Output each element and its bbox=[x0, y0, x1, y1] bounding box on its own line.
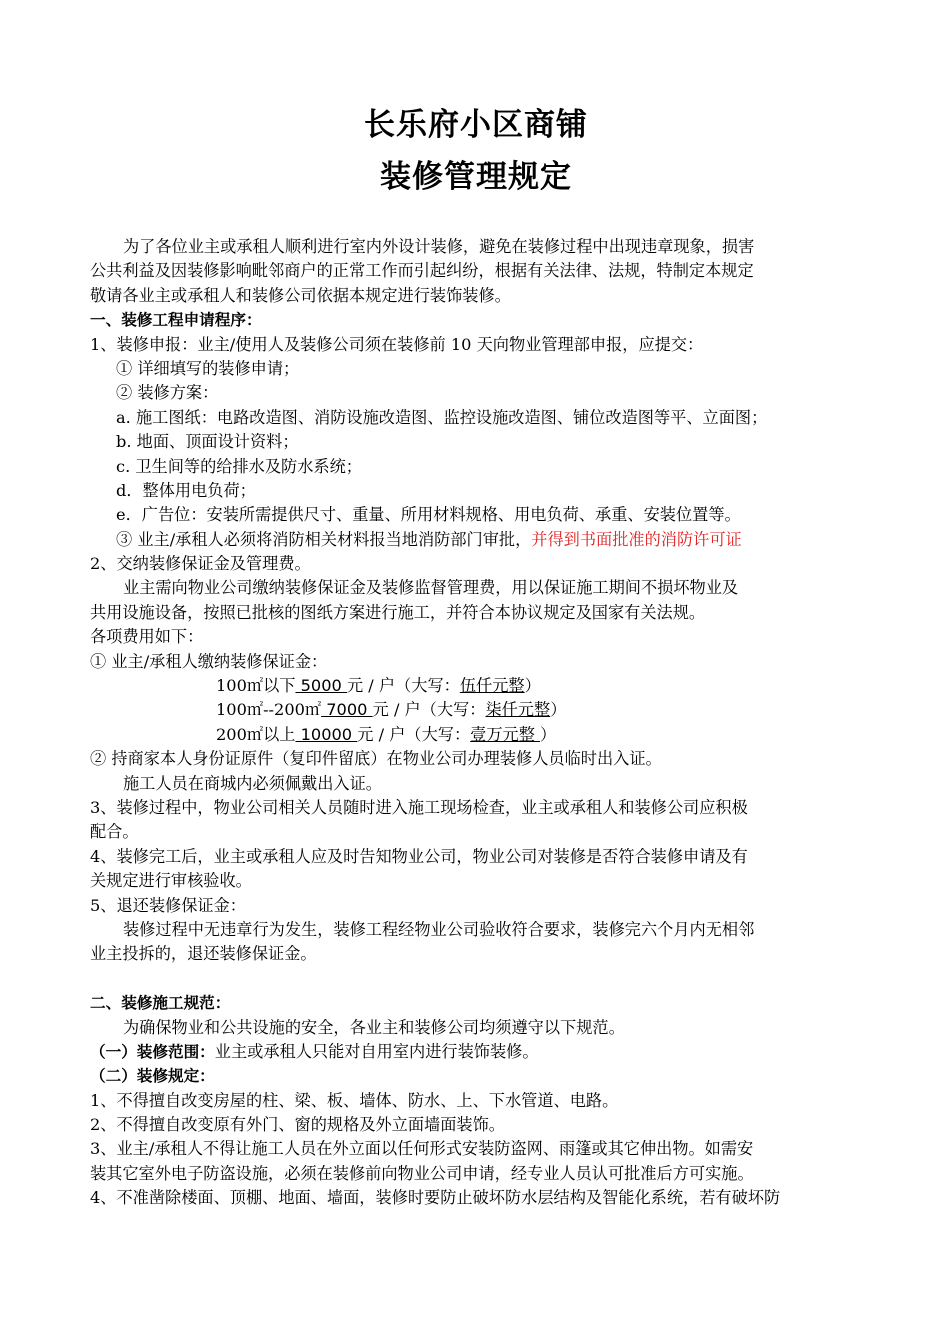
item-d-text: d．整体用电负荷； bbox=[116, 480, 256, 500]
item5-paragraph-line: 装修过程中无违章行为发生，装修工程经物业公司验收符合要求，装修完六个月内无相邻 bbox=[123, 919, 755, 939]
scope-heading: （一）装修范围： bbox=[90, 1042, 215, 1061]
item-c-text: c. 卫生间等的给排水及防水系统； bbox=[116, 456, 362, 476]
section1-heading: 一、装修工程申请程序： bbox=[90, 311, 262, 330]
rule-line: 4、不准凿除楼面、顶棚、地面、墙面，装修时要防止破坏防水层结构及智能化系统，若有破坏防 bbox=[90, 1188, 781, 1208]
sub3-line bbox=[90, 528, 862, 552]
item-a-text: a. 施工图纸：电路改造图、消防设施改造图、监控设施改造图、铺位改造图等平、立面图； bbox=[116, 407, 768, 427]
document-title-line2: 装修管理规定 bbox=[380, 159, 572, 195]
document-body bbox=[90, 235, 862, 1211]
item-b-text: b. 地面、顶面设计资料； bbox=[116, 432, 299, 452]
fee-unit: 元 / 户（大写： bbox=[372, 700, 486, 720]
fee-amount-words: 柒仟元整 bbox=[485, 700, 551, 720]
item5-paragraph-line: 业主投拆的，退还装修保证金。 bbox=[90, 944, 317, 964]
fee-unit: 元 / 户（大写： bbox=[357, 724, 471, 744]
id-card-text: ② 持商家本人身份证原件（复印件留底）在物业公司办理装修人员临时出入证。 bbox=[90, 749, 662, 769]
fee-close: ） bbox=[540, 724, 557, 744]
rule-line: 2、不得擅自改变原有外门、窗的规格及外立面墙面装饰。 bbox=[90, 1115, 505, 1135]
fire-permit-highlight: 并得到书面批准的消防许可证 bbox=[531, 529, 742, 549]
fee-amount: 5000 bbox=[295, 676, 347, 696]
fee-range: 100㎡--200㎡ bbox=[216, 700, 322, 720]
item2-paragraph-line: 业主需向物业公司缴纳装修保证金及装修监督管理费，用以保证施工期间不损坏物业及 bbox=[123, 578, 739, 598]
deposit-label: ① 业主/承租人缴纳装修保证金： bbox=[90, 651, 328, 671]
fee-close: ） bbox=[550, 700, 567, 720]
item3-line: 配合。 bbox=[90, 822, 139, 842]
item4-line: 关规定进行审核验收。 bbox=[90, 871, 252, 891]
spacer bbox=[90, 967, 862, 991]
fee-row bbox=[90, 698, 862, 722]
fee-range: 200㎡以上 bbox=[216, 724, 296, 744]
document-title-line1: 长乐府小区商铺 bbox=[364, 107, 588, 143]
sub2-text: ② 装修方案： bbox=[116, 383, 219, 403]
fee-range: 100㎡以下 bbox=[216, 676, 296, 696]
scope-line bbox=[90, 1040, 862, 1064]
fee-unit: 元 / 户（大写： bbox=[346, 676, 460, 696]
sub1-text: ① 详细填写的装修申请； bbox=[116, 358, 300, 378]
item-e-text: e．广告位：安装所需提供尺寸、重量、所用材料规格、用电负荷、承重、安装位置等。 bbox=[116, 505, 741, 525]
rule-line: 3、业主/承租人不得让施工人员在外立面以任何形式安装防盗网、雨篷或其它伸出物。如需安 bbox=[90, 1139, 754, 1159]
item4-line: 4、装修完工后，业主或承租人应及时告知物业公司，物业公司对装修是否符合装修申请及有 bbox=[90, 846, 748, 866]
rule-line: 1、不得擅自改变房屋的柱、梁、板、墙体、防水、上、下水管道、电路。 bbox=[90, 1090, 619, 1110]
fee-amount-words: 壹万元整 bbox=[470, 724, 541, 744]
intro-line: 公共利益及因装修影响毗邻商户的正常工作而引起纠纷，根据有关法律、法规，特制定本规定 bbox=[90, 261, 754, 281]
rules-heading: （二）装修规定： bbox=[90, 1067, 215, 1086]
fee-row bbox=[90, 674, 862, 698]
scope-text: 业主或承租人只能对自用室内进行装饰装修。 bbox=[214, 1041, 539, 1061]
intro-line: 为了各位业主或承租人顺利进行室内外设计装修，避免在装修过程中出现违章现象，损害 bbox=[123, 237, 755, 256]
id-card-text-2: 施工人员在商城内必须佩戴出入证。 bbox=[123, 773, 382, 793]
item2-paragraph-line: 共用设施设备，按照已批核的图纸方案进行施工，并符合本协议规定及国家有关法规。 bbox=[90, 602, 706, 622]
item5-text: 5、退还装修保证金： bbox=[90, 895, 246, 915]
intro-line: 敬请各业主或承租人和装修公司依据本规定进行装饰装修。 bbox=[90, 285, 511, 305]
section2-heading: 二、装修施工规范： bbox=[90, 994, 231, 1013]
fee-amount-words: 伍仟元整 bbox=[459, 676, 525, 696]
item3-line: 3、装修过程中，物业公司相关人员随时进入施工现场检查，业主或承租人和装修公司应积极 bbox=[90, 797, 748, 817]
section2-intro: 为确保物业和公共设施的安全，各业主和装修公司均须遵守以下规范。 bbox=[123, 1017, 625, 1037]
rule-line: 装其它室外电子防盗设施，必须在装修前向物业公司申请，经专业人员认可批准后方可实施。 bbox=[90, 1163, 754, 1183]
sub3-text: ③ 业主/承租人必须将消防相关材料报当地消防部门审批， bbox=[116, 529, 532, 549]
fee-amount: 7000 bbox=[321, 700, 373, 720]
fee-amount: 10000 bbox=[295, 724, 358, 744]
fees-label: 各项费用如下： bbox=[90, 627, 204, 647]
fee-row bbox=[90, 723, 862, 747]
fee-close: ） bbox=[524, 676, 541, 696]
document-page bbox=[90, 0, 862, 1211]
item1-text: 1、装修申报：业主/使用人及装修公司须在装修前 10 天向物业管理部申报，应提交： bbox=[90, 334, 704, 354]
item2-text: 2、交纳装修保证金及管理费。 bbox=[90, 554, 311, 574]
